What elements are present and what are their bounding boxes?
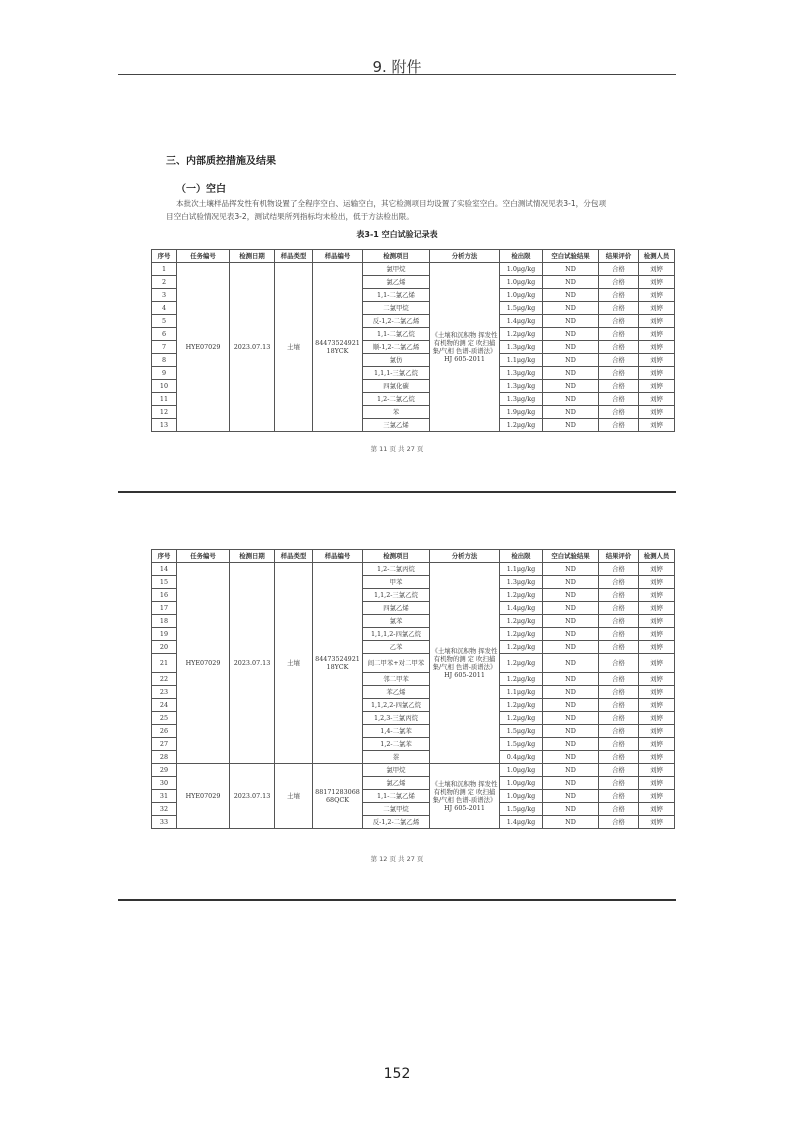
item-cell: 1,2-二氯苯: [363, 738, 430, 751]
person-cell: 刘婷: [639, 419, 675, 432]
eval-cell: 合格: [599, 341, 639, 354]
person-cell: 刘婷: [639, 328, 675, 341]
paragraph-line-2: 目空白试验情况见表3-2，测试结果所列指标均未检出，低于方法检出限。: [166, 212, 414, 221]
limit-cell: 1.5μg/kg: [500, 803, 543, 816]
eval-cell: 合格: [599, 790, 639, 803]
seq-cell: 11: [152, 393, 177, 406]
seq-cell: 1: [152, 263, 177, 276]
person-cell: 刘婷: [639, 654, 675, 673]
result-cell: ND: [543, 725, 599, 738]
column-header: 检测项目: [363, 550, 430, 563]
item-cell: 二氯甲烷: [363, 302, 430, 315]
eval-cell: 合格: [599, 764, 639, 777]
item-cell: 1,1-二氯乙烷: [363, 328, 430, 341]
limit-cell: 1.3μg/kg: [500, 576, 543, 589]
person-cell: 刘婷: [639, 751, 675, 764]
seq-cell: 14: [152, 563, 177, 576]
item-cell: 四氯化碳: [363, 380, 430, 393]
item-cell: 三氯乙烯: [363, 419, 430, 432]
seq-cell: 33: [152, 816, 177, 829]
page-note: 第 11 页 共 27 页: [370, 445, 424, 453]
blank-test-table-2: [151, 549, 675, 829]
seq-cell: 9: [152, 367, 177, 380]
seq-cell: 16: [152, 589, 177, 602]
result-cell: ND: [543, 615, 599, 628]
seq-cell: 24: [152, 699, 177, 712]
column-header: 检测人员: [639, 550, 675, 563]
person-cell: 刘婷: [639, 302, 675, 315]
item-cell: 氯仿: [363, 354, 430, 367]
seq-cell: 4: [152, 302, 177, 315]
seq-cell: 19: [152, 628, 177, 641]
column-header: 检测日期: [230, 250, 275, 263]
method-cell: 《土壤和沉积物 挥发性有机物的测 定 吹扫捕集/气相 色谱-质谱法》 HJ 605-2011: [430, 764, 500, 829]
seq-cell: 13: [152, 419, 177, 432]
eval-cell: 合格: [599, 654, 639, 673]
page-note: 第 12 页 共 27 页: [370, 855, 424, 863]
limit-cell: 1.4μg/kg: [500, 602, 543, 615]
column-header: 样品编号: [313, 250, 363, 263]
date-cell: 2023.07.13: [230, 263, 275, 432]
table-header-row: [152, 250, 675, 263]
method-cell: 《土壤和沉积物 挥发性有机物的测 定 吹扫捕集/气相 色谱-质谱法》 HJ 605-2011: [430, 563, 500, 764]
eval-cell: 合格: [599, 673, 639, 686]
item-cell: 氯甲烷: [363, 764, 430, 777]
eval-cell: 合格: [599, 751, 639, 764]
person-cell: 刘婷: [639, 276, 675, 289]
limit-cell: 1.1μg/kg: [500, 354, 543, 367]
column-header: 空白试验结果: [543, 550, 599, 563]
person-cell: 刘婷: [639, 602, 675, 615]
seq-cell: 12: [152, 406, 177, 419]
result-cell: ND: [543, 654, 599, 673]
seq-cell: 17: [152, 602, 177, 615]
seq-cell: 6: [152, 328, 177, 341]
item-cell: 1,1,2-三氯乙烷: [363, 589, 430, 602]
result-cell: ND: [543, 354, 599, 367]
method-cell: 《土壤和沉积物 挥发性有机物的测 定 吹扫捕集/气相 色谱-质谱法》 HJ 605-2011: [430, 263, 500, 432]
person-cell: 刘婷: [639, 263, 675, 276]
person-cell: 刘婷: [639, 341, 675, 354]
chapter-title: 9. 附件: [372, 58, 422, 76]
seq-cell: 22: [152, 673, 177, 686]
column-header: 结果评价: [599, 550, 639, 563]
result-cell: ND: [543, 777, 599, 790]
page-number: 152: [383, 1066, 411, 1082]
item-cell: 顺-1,2-二氯乙烯: [363, 341, 430, 354]
table-header-row: [152, 550, 675, 563]
limit-cell: 1.3μg/kg: [500, 367, 543, 380]
person-cell: 刘婷: [639, 712, 675, 725]
seq-cell: 21: [152, 654, 177, 673]
result-cell: ND: [543, 563, 599, 576]
date-cell: 2023.07.13: [230, 764, 275, 829]
eval-cell: 合格: [599, 315, 639, 328]
result-cell: ND: [543, 302, 599, 315]
column-header: 任务编号: [177, 550, 230, 563]
limit-cell: 1.3μg/kg: [500, 341, 543, 354]
column-header: 任务编号: [177, 250, 230, 263]
item-cell: 氯甲烷: [363, 263, 430, 276]
person-cell: 刘婷: [639, 764, 675, 777]
person-cell: 刘婷: [639, 354, 675, 367]
person-cell: 刘婷: [639, 686, 675, 699]
result-cell: ND: [543, 276, 599, 289]
limit-cell: 1.2μg/kg: [500, 673, 543, 686]
limit-cell: 1.5μg/kg: [500, 738, 543, 751]
result-cell: ND: [543, 367, 599, 380]
result-cell: ND: [543, 712, 599, 725]
column-header: 结果评价: [599, 250, 639, 263]
result-cell: ND: [543, 816, 599, 829]
task-no-cell: HYE07029: [177, 563, 230, 764]
person-cell: 刘婷: [639, 380, 675, 393]
limit-cell: 1.2μg/kg: [500, 641, 543, 654]
eval-cell: 合格: [599, 289, 639, 302]
limit-cell: 1.2μg/kg: [500, 419, 543, 432]
column-header: 检测日期: [230, 550, 275, 563]
limit-cell: 1.0μg/kg: [500, 777, 543, 790]
limit-cell: 1.5μg/kg: [500, 725, 543, 738]
result-cell: ND: [543, 393, 599, 406]
person-cell: 刘婷: [639, 315, 675, 328]
blank-test-table-1: [151, 249, 675, 432]
person-cell: 刘婷: [639, 615, 675, 628]
seq-cell: 26: [152, 725, 177, 738]
header-rule: [118, 74, 676, 75]
limit-cell: 1.4μg/kg: [500, 315, 543, 328]
seq-cell: 10: [152, 380, 177, 393]
eval-cell: 合格: [599, 738, 639, 751]
limit-cell: 0.4μg/kg: [500, 751, 543, 764]
result-cell: ND: [543, 673, 599, 686]
limit-cell: 1.0μg/kg: [500, 276, 543, 289]
person-cell: 刘婷: [639, 725, 675, 738]
column-header: 检出限: [500, 250, 543, 263]
seq-cell: 23: [152, 686, 177, 699]
result-cell: ND: [543, 641, 599, 654]
person-cell: 刘婷: [639, 777, 675, 790]
result-cell: ND: [543, 628, 599, 641]
limit-cell: 1.0μg/kg: [500, 263, 543, 276]
person-cell: 刘婷: [639, 738, 675, 751]
item-cell: 邻二甲苯: [363, 673, 430, 686]
eval-cell: 合格: [599, 803, 639, 816]
seq-cell: 25: [152, 712, 177, 725]
person-cell: 刘婷: [639, 393, 675, 406]
sample-type-cell: 土壤: [275, 563, 313, 764]
eval-cell: 合格: [599, 302, 639, 315]
eval-cell: 合格: [599, 406, 639, 419]
limit-cell: 1.3μg/kg: [500, 393, 543, 406]
eval-cell: 合格: [599, 328, 639, 341]
limit-cell: 1.4μg/kg: [500, 816, 543, 829]
result-cell: ND: [543, 589, 599, 602]
eval-cell: 合格: [599, 816, 639, 829]
limit-cell: 1.5μg/kg: [500, 302, 543, 315]
item-cell: 反-1,2-二氯乙烯: [363, 816, 430, 829]
column-header: 检测项目: [363, 250, 430, 263]
column-header: 空白试验结果: [543, 250, 599, 263]
eval-cell: 合格: [599, 615, 639, 628]
person-cell: 刘婷: [639, 406, 675, 419]
limit-cell: 1.0μg/kg: [500, 790, 543, 803]
eval-cell: 合格: [599, 393, 639, 406]
seq-cell: 29: [152, 764, 177, 777]
sample-no-cell: 84473524921 18YCK: [313, 263, 363, 432]
seq-cell: 30: [152, 777, 177, 790]
sample-no-cell: 84473524921 18YCK: [313, 563, 363, 764]
seq-cell: 3: [152, 289, 177, 302]
result-cell: ND: [543, 576, 599, 589]
section-heading: 三、内部质控措施及结果: [166, 156, 276, 167]
limit-cell: 1.2μg/kg: [500, 699, 543, 712]
person-cell: 刘婷: [639, 816, 675, 829]
column-header: 序号: [152, 250, 177, 263]
limit-cell: 1.3μg/kg: [500, 380, 543, 393]
eval-cell: 合格: [599, 354, 639, 367]
task-no-cell: HYE07029: [177, 764, 230, 829]
table-row: [152, 764, 675, 777]
item-cell: 氯乙烯: [363, 777, 430, 790]
column-header: 样品类型: [275, 550, 313, 563]
seq-cell: 8: [152, 354, 177, 367]
item-cell: 1,1,1-三氯乙烷: [363, 367, 430, 380]
seq-cell: 5: [152, 315, 177, 328]
limit-cell: 1.2μg/kg: [500, 628, 543, 641]
person-cell: 刘婷: [639, 673, 675, 686]
table-row: [152, 563, 675, 576]
seq-cell: 15: [152, 576, 177, 589]
column-header: 分析方法: [430, 250, 500, 263]
result-cell: ND: [543, 686, 599, 699]
person-cell: 刘婷: [639, 699, 675, 712]
item-cell: 二氯甲烷: [363, 803, 430, 816]
eval-cell: 合格: [599, 563, 639, 576]
limit-cell: 1.9μg/kg: [500, 406, 543, 419]
limit-cell: 1.2μg/kg: [500, 589, 543, 602]
eval-cell: 合格: [599, 699, 639, 712]
limit-cell: 1.1μg/kg: [500, 563, 543, 576]
item-cell: 甲苯: [363, 576, 430, 589]
eval-cell: 合格: [599, 263, 639, 276]
seq-cell: 27: [152, 738, 177, 751]
eval-cell: 合格: [599, 725, 639, 738]
column-header: 样品编号: [313, 550, 363, 563]
person-cell: 刘婷: [639, 628, 675, 641]
page-divider: [118, 899, 676, 901]
eval-cell: 合格: [599, 712, 639, 725]
date-cell: 2023.07.13: [230, 563, 275, 764]
item-cell: 氯乙烯: [363, 276, 430, 289]
person-cell: 刘婷: [639, 803, 675, 816]
result-cell: ND: [543, 803, 599, 816]
item-cell: 1,2,3-三氯丙烷: [363, 712, 430, 725]
column-header: 分析方法: [430, 550, 500, 563]
item-cell: 1,1-二氯乙烯: [363, 790, 430, 803]
column-header: 样品类型: [275, 250, 313, 263]
limit-cell: 1.2μg/kg: [500, 615, 543, 628]
item-cell: 1,4-二氯苯: [363, 725, 430, 738]
limit-cell: 1.1μg/kg: [500, 686, 543, 699]
limit-cell: 1.0μg/kg: [500, 764, 543, 777]
result-cell: ND: [543, 289, 599, 302]
table-caption: 表3-1 空白试验记录表: [356, 230, 438, 239]
result-cell: ND: [543, 380, 599, 393]
item-cell: 间二甲苯+对二甲苯: [363, 654, 430, 673]
result-cell: ND: [543, 602, 599, 615]
seq-cell: 18: [152, 615, 177, 628]
result-cell: ND: [543, 751, 599, 764]
seq-cell: 31: [152, 790, 177, 803]
result-cell: ND: [543, 764, 599, 777]
result-cell: ND: [543, 328, 599, 341]
eval-cell: 合格: [599, 589, 639, 602]
item-cell: 苯乙烯: [363, 686, 430, 699]
person-cell: 刘婷: [639, 289, 675, 302]
eval-cell: 合格: [599, 602, 639, 615]
sample-type-cell: 土壤: [275, 764, 313, 829]
column-header: 检出限: [500, 550, 543, 563]
result-cell: ND: [543, 738, 599, 751]
eval-cell: 合格: [599, 276, 639, 289]
result-cell: ND: [543, 263, 599, 276]
item-cell: 1,1,2,2-四氯乙烷: [363, 699, 430, 712]
result-cell: ND: [543, 419, 599, 432]
person-cell: 刘婷: [639, 641, 675, 654]
eval-cell: 合格: [599, 380, 639, 393]
eval-cell: 合格: [599, 367, 639, 380]
result-cell: ND: [543, 790, 599, 803]
item-cell: 氯苯: [363, 615, 430, 628]
item-cell: 1,1-二氯乙烯: [363, 289, 430, 302]
eval-cell: 合格: [599, 576, 639, 589]
person-cell: 刘婷: [639, 589, 675, 602]
result-cell: ND: [543, 341, 599, 354]
task-no-cell: HYE07029: [177, 263, 230, 432]
result-cell: ND: [543, 315, 599, 328]
sample-type-cell: 土壤: [275, 263, 313, 432]
sub-heading: （一）空白: [176, 184, 226, 195]
item-cell: 反-1,2-二氯乙烯: [363, 315, 430, 328]
item-cell: 四氯乙烯: [363, 602, 430, 615]
person-cell: 刘婷: [639, 367, 675, 380]
seq-cell: 28: [152, 751, 177, 764]
limit-cell: 1.2μg/kg: [500, 712, 543, 725]
item-cell: 乙苯: [363, 641, 430, 654]
eval-cell: 合格: [599, 641, 639, 654]
eval-cell: 合格: [599, 628, 639, 641]
item-cell: 萘: [363, 751, 430, 764]
person-cell: 刘婷: [639, 563, 675, 576]
column-header: 序号: [152, 550, 177, 563]
seq-cell: 20: [152, 641, 177, 654]
limit-cell: 1.2μg/kg: [500, 654, 543, 673]
limit-cell: 1.0μg/kg: [500, 289, 543, 302]
eval-cell: 合格: [599, 777, 639, 790]
eval-cell: 合格: [599, 419, 639, 432]
limit-cell: 1.2μg/kg: [500, 328, 543, 341]
paragraph-line-1: 本批次土壤样品挥发性有机物设置了全程序空白、运输空白，其它检测项目均设置了实验室空白。空白测试情况见表3-1，分包项: [176, 199, 607, 208]
item-cell: 苯: [363, 406, 430, 419]
sample-no-cell: 88171283068 68QCK: [313, 764, 363, 829]
result-cell: ND: [543, 699, 599, 712]
item-cell: 1,1,1,2-四氯乙烷: [363, 628, 430, 641]
seq-cell: 2: [152, 276, 177, 289]
seq-cell: 7: [152, 341, 177, 354]
eval-cell: 合格: [599, 686, 639, 699]
item-cell: 1,2-二氯丙烷: [363, 563, 430, 576]
person-cell: 刘婷: [639, 790, 675, 803]
result-cell: ND: [543, 406, 599, 419]
item-cell: 1,2-二氯乙烷: [363, 393, 430, 406]
table-row: [152, 263, 675, 276]
person-cell: 刘婷: [639, 576, 675, 589]
column-header: 检测人员: [639, 250, 675, 263]
page-divider: [118, 491, 676, 493]
seq-cell: 32: [152, 803, 177, 816]
